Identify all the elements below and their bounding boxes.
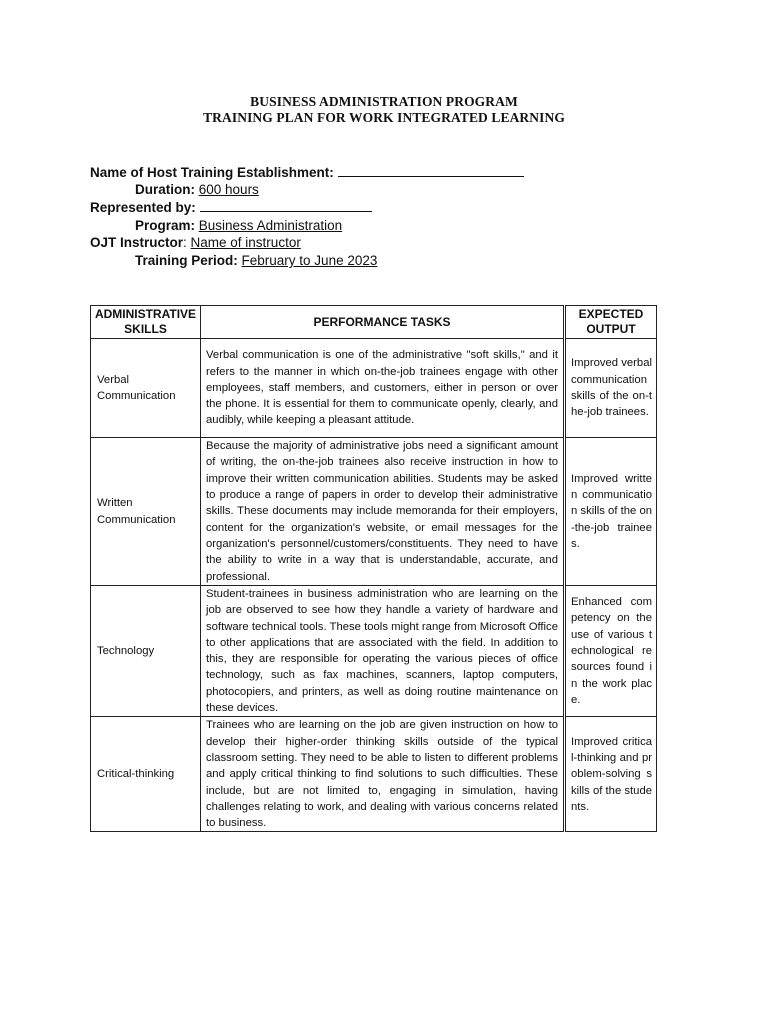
- header-administrative-skills: ADMINISTRATIVE SKILLS: [91, 306, 201, 339]
- output-cell: Improved written communication skills of the on-the-job trainees.: [565, 438, 657, 586]
- output-cell: Enhanced competency on the use of various technological resources found in the work place.: [565, 586, 657, 717]
- header-performance-tasks: PERFORMANCE TASKS: [201, 306, 565, 339]
- ojt-instructor-separator: :: [183, 235, 191, 250]
- duration-row: [135, 181, 259, 198]
- represented-by-blank: [200, 199, 372, 212]
- skill-cell: Technology: [91, 586, 201, 717]
- ojt-instructor-value: Name of instructor: [190, 235, 301, 250]
- skill-cell: Verbal Communication: [91, 339, 201, 438]
- table-row: [91, 438, 657, 586]
- host-establishment-blank: [338, 164, 524, 177]
- table-row: [91, 717, 657, 832]
- training-period-row: [135, 252, 377, 269]
- training-period-value: February to June 2023: [241, 253, 378, 268]
- duration-value: 600 hours: [198, 182, 259, 197]
- table-row: [91, 586, 657, 717]
- output-cell: Improved critical-thinking and problem-solving skills of the students.: [565, 717, 657, 832]
- host-establishment-row: [90, 164, 524, 181]
- program-title: BUSINESS ADMINISTRATION PROGRAM: [250, 94, 518, 109]
- plan-title: TRAINING PLAN FOR WORK INTEGRATED LEARNING: [203, 110, 565, 125]
- table-header-row: [91, 306, 657, 339]
- program-value: Business Administration: [198, 218, 343, 233]
- duration-label: Duration:: [135, 182, 195, 197]
- program-row: [135, 217, 342, 234]
- task-cell: Because the majority of administrative jobs need a significant amount of writing, the on-the-job trainees also receive instruction in how to improve their written communication abilities. Students may be asked to produce a range of papers in order to develop their administrative skills. These documents may include memoranda for their employers, content for the organization's website, or email messages for the organization's personnel/customers/constituents. They need to have the ability to write in a way that is understandable, accurate, and professional.: [201, 438, 565, 586]
- represented-by-label: Represented by:: [90, 200, 196, 215]
- ojt-instructor-label: OJT Instructor: [90, 235, 184, 250]
- output-cell: Improved verbal communication skills of the on-the-job trainees.: [565, 339, 657, 438]
- training-period-label: Training Period:: [135, 253, 238, 268]
- task-cell: Verbal communication is one of the administrative "soft skills," and it refers to the manner in which on-the-job trainees engage with other employees, staff members, and customers, either in person or over the phone. It is essential for them to communicate openly, clearly, and audibly, while keeping a pleasant attitude.: [201, 339, 565, 438]
- host-establishment-label: Name of Host Training Establishment:: [90, 165, 334, 180]
- task-cell: Trainees who are learning on the job are given instruction on how to develop their higher-order thinking skills outside of the typical classroom setting. They need to be able to listen to different problems and apply critical thinking to find solutions to such difficulties. These include, but are not limited to, engaging in simulation, having challenges relating to work, and dealing with various concerns related to business.: [201, 717, 565, 832]
- skill-cell: Critical-thinking: [91, 717, 201, 832]
- program-label: Program:: [135, 218, 196, 233]
- header-expected-output: EXPECTED OUTPUT: [565, 306, 657, 339]
- skill-cell: Written Communication: [91, 438, 201, 586]
- task-cell: Student-trainees in business administration who are learning on the job are observed to see how they handle a variety of hardware and software technical tools. These tools might range from Microsoft Office to other applications that are associated with the field. In addition to this, they are responsible for operating the various pieces of office technology, such as fax machines, scanners, laptop computers, photocopiers, and printers, as well as doing routine maintenance on these devices.: [201, 586, 565, 717]
- ojt-instructor-row: [90, 234, 301, 251]
- table-row: [91, 339, 657, 438]
- represented-by-row: [90, 199, 372, 216]
- training-plan-table: [90, 305, 657, 832]
